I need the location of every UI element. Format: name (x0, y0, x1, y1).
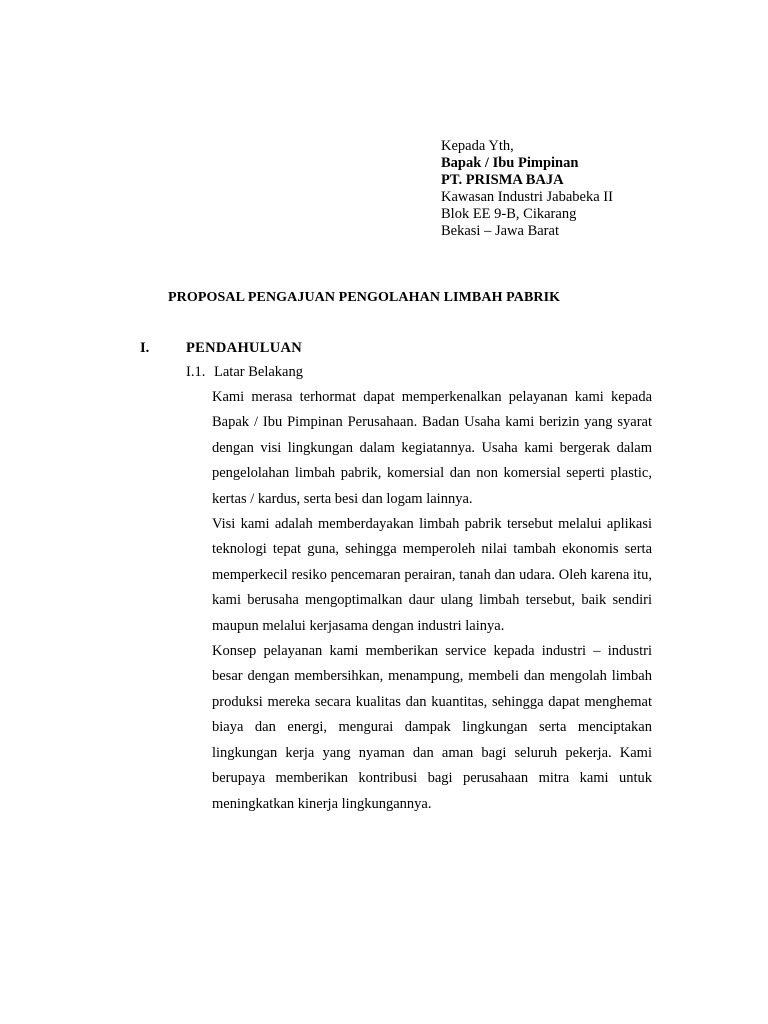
paragraph-vision: Visi kami adalah memberdayakan limbah pabrik tersebut melalui aplikasi teknologi tepat guna, sehingga memperoleh nilai tambah ekonomis serta memperkecil resiko pencemaran perairan, tanah dan udara. Oleh karena itu, kami berusaha mengoptimalkan daur ulang limbah tersebut, baik sendiri maupun melalui kerjasama dengan industri lainya. (212, 516, 652, 634)
paragraph-concept: Konsep pelayanan kami memberikan service kepada industri – industri besar dengan membersihkan, menampung, membeli dan mengolah limbah produksi mereka secara kualitas dan kuantitas, sehingga dapat menghemat biaya dan energi, mengurai dampak lingkungan serta menciptakan lingkungan kerja yang nyaman dan aman bagi seluruh pekerja. Kami berupaya memberikan kontribusi bagi perusahaan mitra kami untuk meningkatkan kinerja lingkungannya. (212, 643, 652, 812)
salutation: Kepada Yth, (441, 138, 514, 154)
address-line-3: Bekasi – Jawa Barat (441, 223, 559, 239)
address-line-2: Blok EE 9-B, Cikarang (441, 206, 577, 222)
recipient-address (441, 138, 613, 240)
recipient-name: Bapak / Ibu Pimpinan (441, 155, 579, 171)
subsection-title: Latar Belakang (214, 364, 303, 380)
subsection-number: I.1. (186, 364, 206, 380)
document-title: PROPOSAL PENGAJUAN PENGOLAHAN LIMBAH PABRIK (168, 290, 561, 305)
section-number: I. (140, 340, 150, 356)
recipient-company: PT. PRISMA BAJA (441, 172, 564, 188)
paragraph-intro: Kami merasa terhormat dapat memperkenalkan pelayanan kami kepada Bapak / Ibu Pimpinan Perusahaan. Badan Usaha kami berizin yang syarat dengan visi lingkungan dalam kegiatannya. Usaha kami bergerak dalam pengelolahan limbah pabrik, komersial dan non komersial seperti plastic, kertas / kardus, serta besi dan logam lainnya. (212, 389, 652, 507)
section-title: PENDAHULUAN (186, 340, 303, 356)
body-text (212, 385, 652, 817)
address-line-1: Kawasan Industri Jababeka II (441, 189, 613, 205)
